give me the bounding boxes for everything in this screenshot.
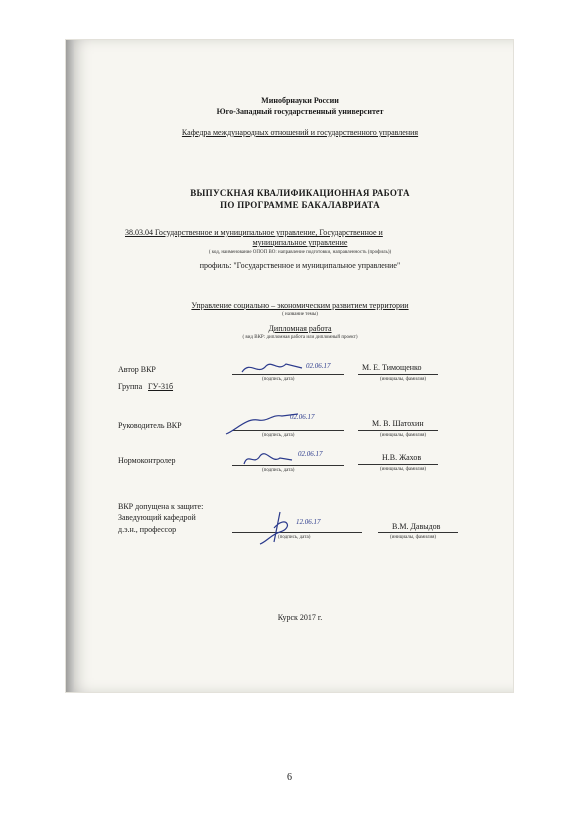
author-label: Автор ВКР <box>118 365 156 374</box>
group-value: ГУ-31б <box>148 382 174 391</box>
author-name-caption: (инициалы, фамилия) <box>380 377 427 382</box>
author-name-line <box>358 374 438 375</box>
title-line-2: ПО ПРОГРАММЕ БАКАЛАВРИАТА <box>220 200 380 210</box>
work-type: Дипломная работа <box>268 324 332 333</box>
program-direction-caption: ( код, наименование ОПОП ВО: направление подготовки, направленность (профиль)) <box>208 250 392 255</box>
supervisor-name: М. В. Шатохин <box>372 419 424 428</box>
normcontrol-label: Нормоконтролер <box>118 456 176 465</box>
admission-date: 12.06.17 <box>296 518 321 526</box>
head-name: В.М. Давыдов <box>392 522 441 531</box>
admission-line-3: д.э.н., профессор <box>118 525 177 534</box>
title-line-1: ВЫПУСКНАЯ КВАЛИФИКАЦИОННАЯ РАБОТА <box>190 188 410 198</box>
normcontrol-name-line <box>358 464 438 465</box>
supervisor-name-caption: (инициалы, фамилия) <box>380 433 427 438</box>
scan-binding-shadow <box>66 40 74 692</box>
author-signature <box>240 356 310 378</box>
normcontrol-name-caption: (инициалы, фамилия) <box>380 467 427 472</box>
city-year: Курск 2017 г. <box>277 613 323 622</box>
supervisor-sign-caption: (подпись, дата) <box>262 433 295 438</box>
admission-sign-caption: (подпись, дата) <box>278 535 311 540</box>
head-signature <box>250 508 310 548</box>
head-name-caption: (инициалы, фамилия) <box>390 535 437 540</box>
normcontrol-sign-caption: (подпись, дата) <box>262 468 295 473</box>
author-sign-caption: (подпись, дата) <box>262 377 295 382</box>
supervisor-date: 02.06.17 <box>290 413 315 421</box>
normcontrol-date: 02.06.17 <box>298 450 323 458</box>
program-direction-line-2: муниципальное управление <box>252 238 348 247</box>
author-date: 02.06.17 <box>306 362 331 370</box>
thesis-topic-caption: ( название темы) <box>282 312 318 317</box>
head-name-line <box>378 532 458 533</box>
admission-line-2: Заведующий кафедрой <box>118 513 196 522</box>
group-label: Группа <box>118 382 143 391</box>
ministry-name: Минобрнауки России <box>261 96 339 105</box>
author-name: М. Е. Тимощенко <box>362 363 422 372</box>
normcontrol-name: Н.В. Жахов <box>382 453 422 462</box>
university-name: Юго-Западный государственный университет <box>216 107 384 116</box>
admission-line-1: ВКР допущена к защите: <box>118 502 204 511</box>
department-name: Кафедра международных отношений и государственного управления <box>181 128 419 137</box>
program-profile: профиль: "Государственное и муниципальное управление" <box>199 261 401 270</box>
page-number: 6 <box>287 772 292 783</box>
supervisor-name-line <box>358 430 438 431</box>
work-type-caption: ( вид ВКР: дипломная работа или дипломный проект) <box>242 335 358 340</box>
program-direction-line-1: 38.03.04 Государственное и муниципальное управление, Государственное и <box>125 228 383 237</box>
supervisor-label: Руководитель ВКР <box>118 421 182 430</box>
thesis-topic: Управление социально – экономическим развитием территории <box>191 301 409 310</box>
